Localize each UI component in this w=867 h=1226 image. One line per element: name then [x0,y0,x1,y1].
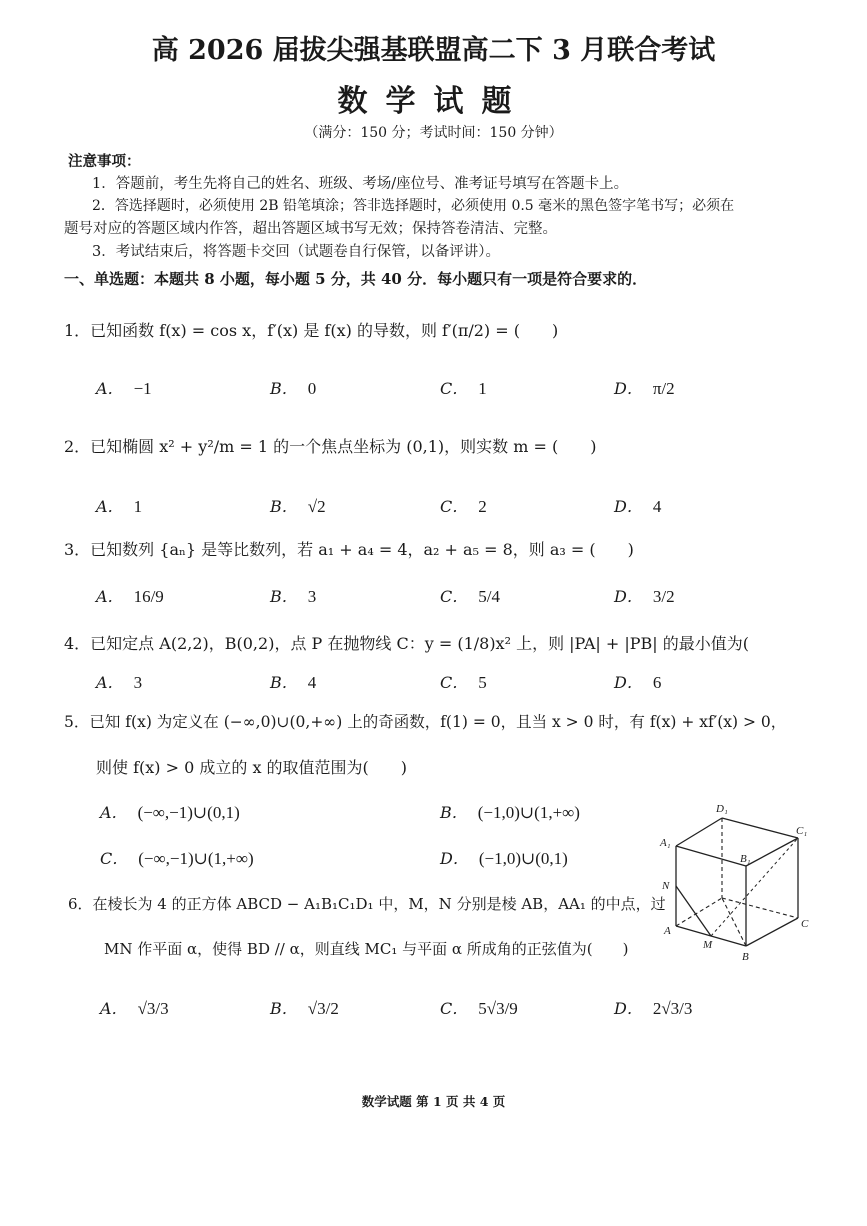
question-4-stem: 4．已知定点 A(2,2)，B(0,2)，点 P 在抛物线 C：y = (1/8)x² 上，则 |PA| + |PB| 的最小值为( [64,634,750,653]
q1-option-b: B． 0 [270,379,317,398]
note-item-2-line2: 题号对应的答题区域内作答，超出答题区域书写无效；保持答卷清洁、完整。 [64,221,557,237]
label-d1: D₁ [716,803,728,815]
q1-option-c: C． 1 [440,379,487,398]
question-5-stem-line2: 则使 f(x) > 0 成立的 x 的取值范围为( ) [96,758,408,777]
edge-d1-c1 [722,818,798,838]
question-2-stem: 2．已知椭圆 x² + y²/m = 1 的一个焦点坐标为 (0,1)，则实数 m = ( ) [64,437,597,456]
note-item-3: 3．考试结束后，将答题卡交回（试题卷自行保管，以备评讲）。 [92,244,500,260]
edge-b1-a1 [676,846,746,866]
label-a: A [664,925,671,937]
q5-option-c: C． (−∞,−1)∪(1,+∞) [100,849,254,868]
question-3-stem: 3．已知数列 {aₙ} 是等比数列，若 a₁ + a₄ = 4，a₂ + a₅ = 8，则 a₃ = ( ) [64,540,634,559]
edge-a1-d1 [676,818,722,846]
question-1-stem: 1．已知函数 f(x) = cos x，f′(x) 是 f(x) 的导数，则 f′(π/2) = ( ) [64,321,559,340]
q2-option-a: A． 1 [96,497,143,516]
label-b1: B₁ [740,853,751,865]
q3-option-d: D． 3/2 [614,587,675,606]
q6-option-b: B． √3/2 [270,999,339,1018]
label-b: B [742,951,749,963]
q3-option-b: B． 3 [270,587,317,606]
q4-option-b: B． 4 [270,673,317,692]
q6-option-d: D． 2√3/3 [614,999,693,1018]
q4-option-c: C． 5 [440,673,487,692]
q1-option-a: A． −1 [96,379,152,398]
section-heading: 一、单选题：本题共 8 小题，每小题 5 分，共 40 分．每小题只有一项是符合要求的． [64,270,648,288]
diagonal-bd [722,898,746,946]
label-m: M [703,939,713,951]
edge-a-d [676,898,722,926]
segment-nm [676,886,711,936]
q5-option-a: A． (−∞,−1)∪(0,1) [100,803,240,822]
q6-option-c: C． 5√3/9 [440,999,518,1018]
exam-title: 高 2026 届拔尖强基联盟高二下 3 月联合考试 [151,35,716,66]
q2-option-d: D． 4 [614,497,662,516]
subject-title: 数学试题 [337,84,530,119]
q3-option-a: A． 16/9 [96,587,164,606]
q2-option-c: C． 2 [440,497,487,516]
label-c: C [801,918,809,930]
q6-option-a: A． √3/3 [100,999,169,1018]
question-6-stem-line1: 6．在棱长为 4 的正方体 ABCD − A₁B₁C₁D₁ 中，M，N 分别是棱 AB，AA₁ 的中点，过 [68,895,666,913]
q2-option-b: B． √2 [270,497,326,516]
q5-option-d: D． (−1,0)∪(0,1) [440,849,568,868]
note-item-2-line1: 2．答选择题时，必须使用 2B 铅笔填涂；答非选择题时，必须使用 0.5 毫米的黑色签字笔书写；必须在 [92,198,735,214]
q4-option-d: D． 6 [614,673,662,692]
label-n: N [662,880,670,892]
label-c1: C₁ [796,825,808,837]
cube-figure [650,796,820,966]
note-item-1: 1．答题前，考生先将自己的姓名、班级、考场/座位号、准考证号填写在答题卡上。 [92,176,629,192]
q1-option-d: D． π/2 [614,379,675,398]
q4-option-a: A． 3 [96,673,143,692]
edge-d-c [722,898,798,918]
q5-option-b: B． (−1,0)∪(1,+∞) [440,803,580,822]
segment-mc1 [711,838,798,936]
q3-option-c: C． 5/4 [440,587,500,606]
edge-b-c [746,918,798,946]
edge-c1-b1 [746,838,798,866]
question-5-stem-line1: 5．已知 f(x) 为定义在 (−∞,0)∪(0,+∞) 上的奇函数，f(1) = 0，且当 x > 0 时，有 f(x) + xf′(x) > 0， [64,713,787,731]
label-a1: A₁ [660,837,671,849]
question-6-stem-line2: MN 作平面 α，使得 BD // α，则直线 MC₁ 与平面 α 所成角的正弦值为( ) [104,940,629,958]
exam-info: （满分：150 分；考试时间：150 分钟） [304,125,563,141]
page-footer: 数学试题 第 1 页 共 4 页 [361,1094,506,1109]
notes-heading: 注意事项： [68,153,141,170]
